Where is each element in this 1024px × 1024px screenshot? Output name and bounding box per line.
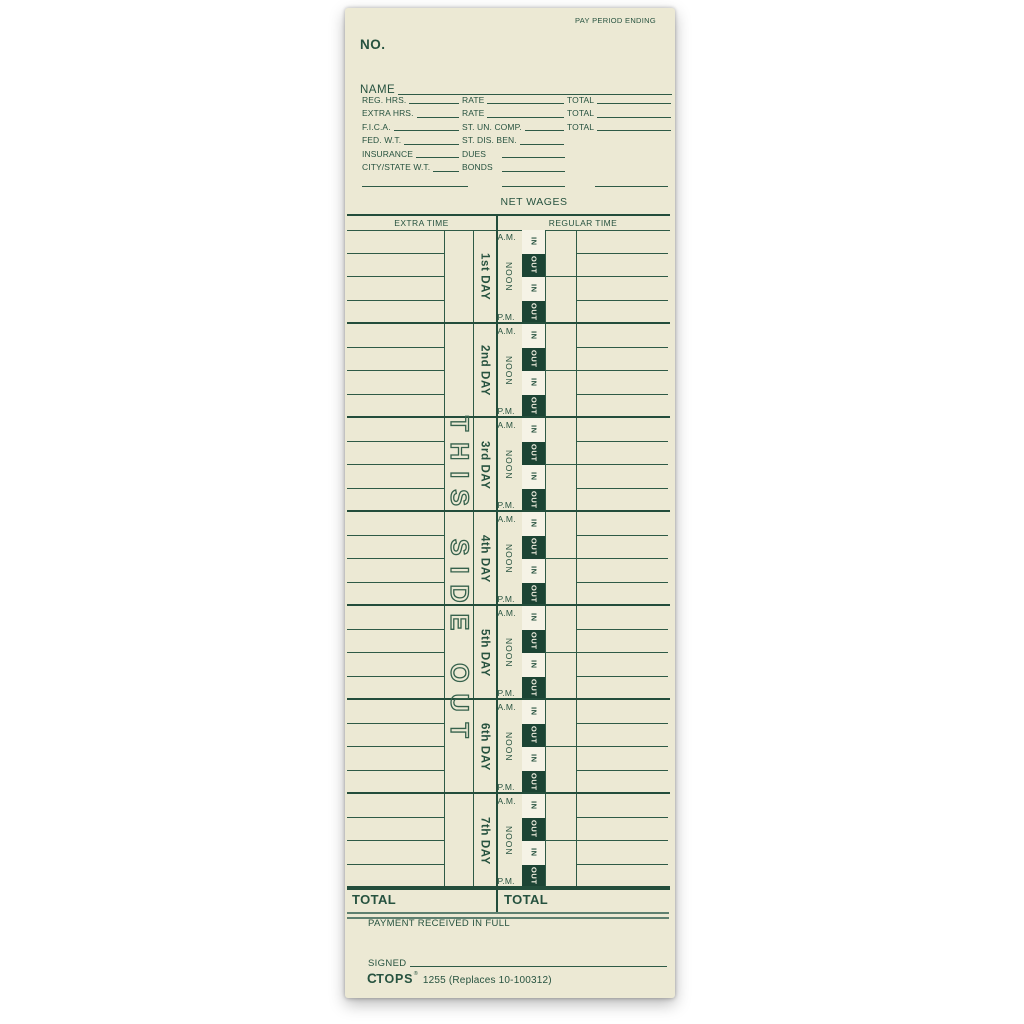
extra-write-line — [347, 300, 444, 301]
punch-column — [522, 324, 545, 418]
extra-hrs-label: EXTRA HRS. — [362, 108, 414, 119]
regular-total-label: TOTAL — [504, 892, 549, 907]
punch-column — [522, 606, 545, 700]
payroll-cell — [362, 92, 460, 105]
punch-out-cell — [522, 677, 545, 701]
out-label: OUT — [529, 491, 539, 510]
write-line — [416, 157, 459, 158]
day-label-cell — [473, 418, 496, 512]
write-line — [597, 103, 671, 104]
out-label: OUT — [529, 397, 539, 416]
dues-label: DUES — [462, 148, 487, 159]
punch-out-cell — [522, 818, 545, 842]
regular-write-line — [576, 864, 668, 865]
am-label: A.M. — [497, 231, 516, 242]
punch-column — [522, 230, 545, 324]
noon-label: NOON — [504, 450, 514, 480]
punch-out-cell — [522, 489, 545, 513]
out-label: OUT — [529, 867, 539, 886]
noon-label-cell — [496, 240, 522, 314]
total-label: TOTAL — [567, 94, 595, 105]
payroll-cell — [362, 119, 460, 132]
fica-label: F.I.C.A. — [362, 121, 391, 132]
totals-row — [345, 888, 675, 912]
bonds-label: BONDS — [462, 162, 493, 173]
in-label: IN — [529, 378, 539, 388]
pm-label: P.M. — [497, 782, 515, 792]
regular-write-line — [546, 558, 668, 559]
pm-label: P.M. — [497, 688, 515, 698]
out-label: OUT — [529, 256, 539, 275]
write-line — [487, 117, 564, 118]
punch-in-cell — [522, 700, 545, 724]
write-line — [595, 186, 668, 187]
write-line — [525, 130, 564, 131]
signed-label: SIGNED — [368, 957, 407, 969]
day-label-cell — [473, 324, 496, 418]
punch-in-cell — [522, 418, 545, 442]
noon-label-cell — [496, 428, 522, 502]
extra-write-line — [347, 464, 444, 465]
punch-out-cell — [522, 865, 545, 889]
regular-write-line — [576, 817, 668, 818]
punch-out-cell — [522, 348, 545, 372]
noon-label: NOON — [504, 544, 514, 574]
write-line — [417, 117, 459, 118]
punch-in-cell — [522, 324, 545, 348]
day-band — [345, 700, 675, 794]
regular-write-line — [576, 347, 668, 348]
write-line — [597, 130, 671, 131]
summary-lines-row — [362, 178, 672, 187]
noon-label-cell — [496, 710, 522, 784]
payroll-cell — [460, 146, 565, 159]
day-band — [345, 794, 675, 888]
punch-in-cell — [522, 747, 545, 771]
pm-label: P.M. — [497, 594, 515, 604]
day-label-cell — [473, 606, 496, 700]
brand-name: TOPS — [376, 972, 414, 986]
payroll-cell — [460, 119, 565, 132]
write-line — [502, 186, 565, 187]
punch-column — [522, 418, 545, 512]
signed-row — [368, 956, 668, 968]
out-label: OUT — [529, 538, 539, 557]
regular-write-line — [576, 488, 668, 489]
noon-label-cell — [496, 616, 522, 690]
out-label: OUT — [529, 350, 539, 369]
write-line — [520, 144, 564, 145]
regular-write-line — [576, 770, 668, 771]
write-line — [362, 186, 468, 187]
extra-write-line — [347, 347, 444, 348]
payroll-cell — [362, 106, 460, 119]
am-label: A.M. — [497, 607, 516, 618]
in-label: IN — [529, 284, 539, 294]
signature-line — [410, 966, 667, 967]
punch-in-cell — [522, 653, 545, 677]
extra-write-line — [347, 253, 444, 254]
day-label: 1st DAY — [478, 253, 491, 301]
regular-write-line — [546, 370, 668, 371]
out-label: OUT — [529, 679, 539, 698]
payroll-cell — [565, 119, 672, 132]
extra-write-line — [347, 276, 444, 277]
extra-write-line — [347, 864, 444, 865]
payroll-cell — [460, 92, 565, 105]
time-card — [345, 8, 675, 998]
punch-column — [522, 794, 545, 888]
out-label: OUT — [529, 726, 539, 745]
product-code: 1255 (Replaces 10-100312) — [422, 975, 552, 986]
payroll-cell — [362, 146, 460, 159]
extra-write-line — [347, 652, 444, 653]
day-label: 6th DAY — [478, 723, 491, 771]
punch-out-cell — [522, 771, 545, 795]
footer-brand-row — [367, 972, 552, 986]
registered-mark: ® — [413, 971, 418, 977]
rate-label: RATE — [462, 108, 485, 119]
in-label: IN — [529, 754, 539, 764]
day-band — [345, 606, 675, 700]
regular-write-line — [576, 629, 668, 630]
payroll-row — [362, 92, 672, 105]
punch-out-cell — [522, 395, 545, 419]
regular-write-line — [576, 535, 668, 536]
day-band — [345, 230, 675, 324]
noon-label: NOON — [504, 638, 514, 668]
payroll-cell — [565, 160, 672, 173]
write-line — [597, 117, 671, 118]
payroll-row — [362, 106, 672, 119]
am-label: A.M. — [497, 701, 516, 712]
in-label: IN — [529, 472, 539, 482]
payroll-row — [362, 133, 672, 146]
extra-write-line — [347, 582, 444, 583]
day-band — [345, 512, 675, 606]
punch-in-cell — [522, 465, 545, 489]
payroll-cell — [565, 146, 672, 159]
day-label-cell — [473, 230, 496, 324]
day-label: 4th DAY — [478, 535, 491, 583]
out-label: OUT — [529, 820, 539, 839]
am-label: A.M. — [497, 513, 516, 524]
write-line — [502, 171, 565, 172]
punch-out-cell — [522, 442, 545, 466]
day-label-cell — [473, 700, 496, 794]
total-label: TOTAL — [567, 108, 595, 119]
day-label: 5th DAY — [478, 629, 491, 677]
rate-label: RATE — [462, 94, 485, 105]
day-label-cell — [473, 512, 496, 606]
regular-write-line — [576, 723, 668, 724]
extra-write-line — [347, 535, 444, 536]
payroll-cell — [460, 133, 565, 146]
noon-label: NOON — [504, 262, 514, 292]
noon-label-cell — [496, 334, 522, 408]
in-label: IN — [529, 425, 539, 435]
tops-logo-icon: C — [367, 971, 376, 986]
extra-write-line — [347, 370, 444, 371]
insurance-label: INSURANCE — [362, 148, 413, 159]
day-band — [345, 418, 675, 512]
regular-write-line — [546, 652, 668, 653]
punch-out-cell — [522, 536, 545, 560]
st-un-comp-label: ST. UN. COMP. — [462, 121, 522, 132]
regular-write-line — [576, 300, 668, 301]
pm-label: P.M. — [497, 876, 515, 886]
payroll-cell — [565, 92, 672, 105]
out-label: OUT — [529, 585, 539, 604]
extra-time-header: EXTRA TIME — [394, 217, 449, 228]
day-label: 2nd DAY — [478, 345, 491, 397]
reg-hrs-label: REG. HRS. — [362, 94, 407, 105]
noon-label: NOON — [504, 356, 514, 386]
net-wages-label: NET WAGES — [500, 196, 568, 208]
day-label-cell — [473, 794, 496, 888]
in-label: IN — [529, 331, 539, 341]
extra-write-line — [347, 746, 444, 747]
day-label: 7th DAY — [478, 817, 491, 865]
regular-write-line — [576, 676, 668, 677]
regular-write-line — [546, 746, 668, 747]
day-label: 3rd DAY — [478, 440, 491, 490]
regular-write-line — [546, 276, 668, 277]
payroll-cell — [565, 106, 672, 119]
extra-total-label: TOTAL — [352, 892, 397, 907]
in-label: IN — [529, 848, 539, 858]
punch-in-cell — [522, 794, 545, 818]
payment-received-label: PAYMENT RECEIVED IN FULL — [368, 918, 510, 929]
noon-label: NOON — [504, 826, 514, 856]
noon-label-cell — [496, 522, 522, 596]
punch-column — [522, 512, 545, 606]
regular-write-line — [576, 253, 668, 254]
extra-write-line — [347, 558, 444, 559]
extra-write-line — [347, 629, 444, 630]
punch-in-cell — [522, 277, 545, 301]
extra-write-line — [347, 723, 444, 724]
write-line — [502, 157, 565, 158]
payroll-cell — [362, 160, 460, 173]
extra-write-line — [347, 770, 444, 771]
total-label: TOTAL — [567, 121, 595, 132]
in-label: IN — [529, 237, 539, 247]
in-label: IN — [529, 519, 539, 529]
pay-period-ending-label: PAY PERIOD ENDING — [575, 16, 656, 25]
regular-write-line — [576, 582, 668, 583]
payroll-cell — [565, 133, 672, 146]
punch-out-cell — [522, 724, 545, 748]
regular-time-header: REGULAR TIME — [548, 217, 618, 228]
in-label: IN — [529, 613, 539, 623]
in-label: IN — [529, 660, 539, 670]
extra-write-line — [347, 394, 444, 395]
noon-label: NOON — [504, 732, 514, 762]
in-label: IN — [529, 707, 539, 717]
am-label: A.M. — [497, 325, 516, 336]
day-band — [345, 324, 675, 418]
write-line — [409, 103, 459, 104]
payroll-cell — [362, 133, 460, 146]
regular-write-line — [576, 441, 668, 442]
extra-write-line — [347, 441, 444, 442]
punch-in-cell — [522, 230, 545, 254]
am-label: A.M. — [497, 419, 516, 430]
payroll-cell — [460, 160, 565, 173]
am-label: A.M. — [497, 795, 516, 806]
fed-wt-label: FED. W.T. — [362, 135, 402, 146]
noon-label-cell — [496, 804, 522, 878]
out-label: OUT — [529, 632, 539, 651]
payroll-row — [362, 146, 672, 159]
payroll-row — [362, 160, 672, 173]
this-side-out-watermark: THIS SIDE OUT — [445, 416, 473, 749]
punch-out-cell — [522, 301, 545, 325]
punch-column — [522, 700, 545, 794]
pm-label: P.M. — [497, 312, 515, 322]
in-label: IN — [529, 801, 539, 811]
pm-label: P.M. — [497, 500, 515, 510]
regular-write-line — [576, 394, 668, 395]
city-state-wt-label: CITY/STATE W.T. — [362, 162, 431, 173]
write-line — [394, 130, 459, 131]
punch-in-cell — [522, 559, 545, 583]
extra-write-line — [347, 840, 444, 841]
pm-label: P.M. — [497, 406, 515, 416]
extra-write-line — [347, 817, 444, 818]
employee-number-label: NO. — [360, 37, 386, 52]
st-dis-ben-label: ST. DIS. BEN. — [462, 135, 517, 146]
punch-in-cell — [522, 371, 545, 395]
regular-write-line — [546, 464, 668, 465]
punch-out-cell — [522, 583, 545, 607]
regular-write-line — [546, 840, 668, 841]
write-line — [433, 171, 459, 172]
extra-write-line — [347, 488, 444, 489]
punch-out-cell — [522, 630, 545, 654]
out-label: OUT — [529, 303, 539, 322]
punch-in-cell — [522, 841, 545, 865]
write-line — [404, 144, 459, 145]
extra-write-line — [347, 676, 444, 677]
name-label: NAME — [360, 83, 396, 96]
out-label: OUT — [529, 773, 539, 792]
punch-in-cell — [522, 606, 545, 630]
payroll-cell — [460, 106, 565, 119]
in-label: IN — [529, 566, 539, 576]
out-label: OUT — [529, 444, 539, 463]
punch-out-cell — [522, 254, 545, 278]
write-line — [487, 103, 564, 104]
payroll-row — [362, 119, 672, 132]
punch-in-cell — [522, 512, 545, 536]
